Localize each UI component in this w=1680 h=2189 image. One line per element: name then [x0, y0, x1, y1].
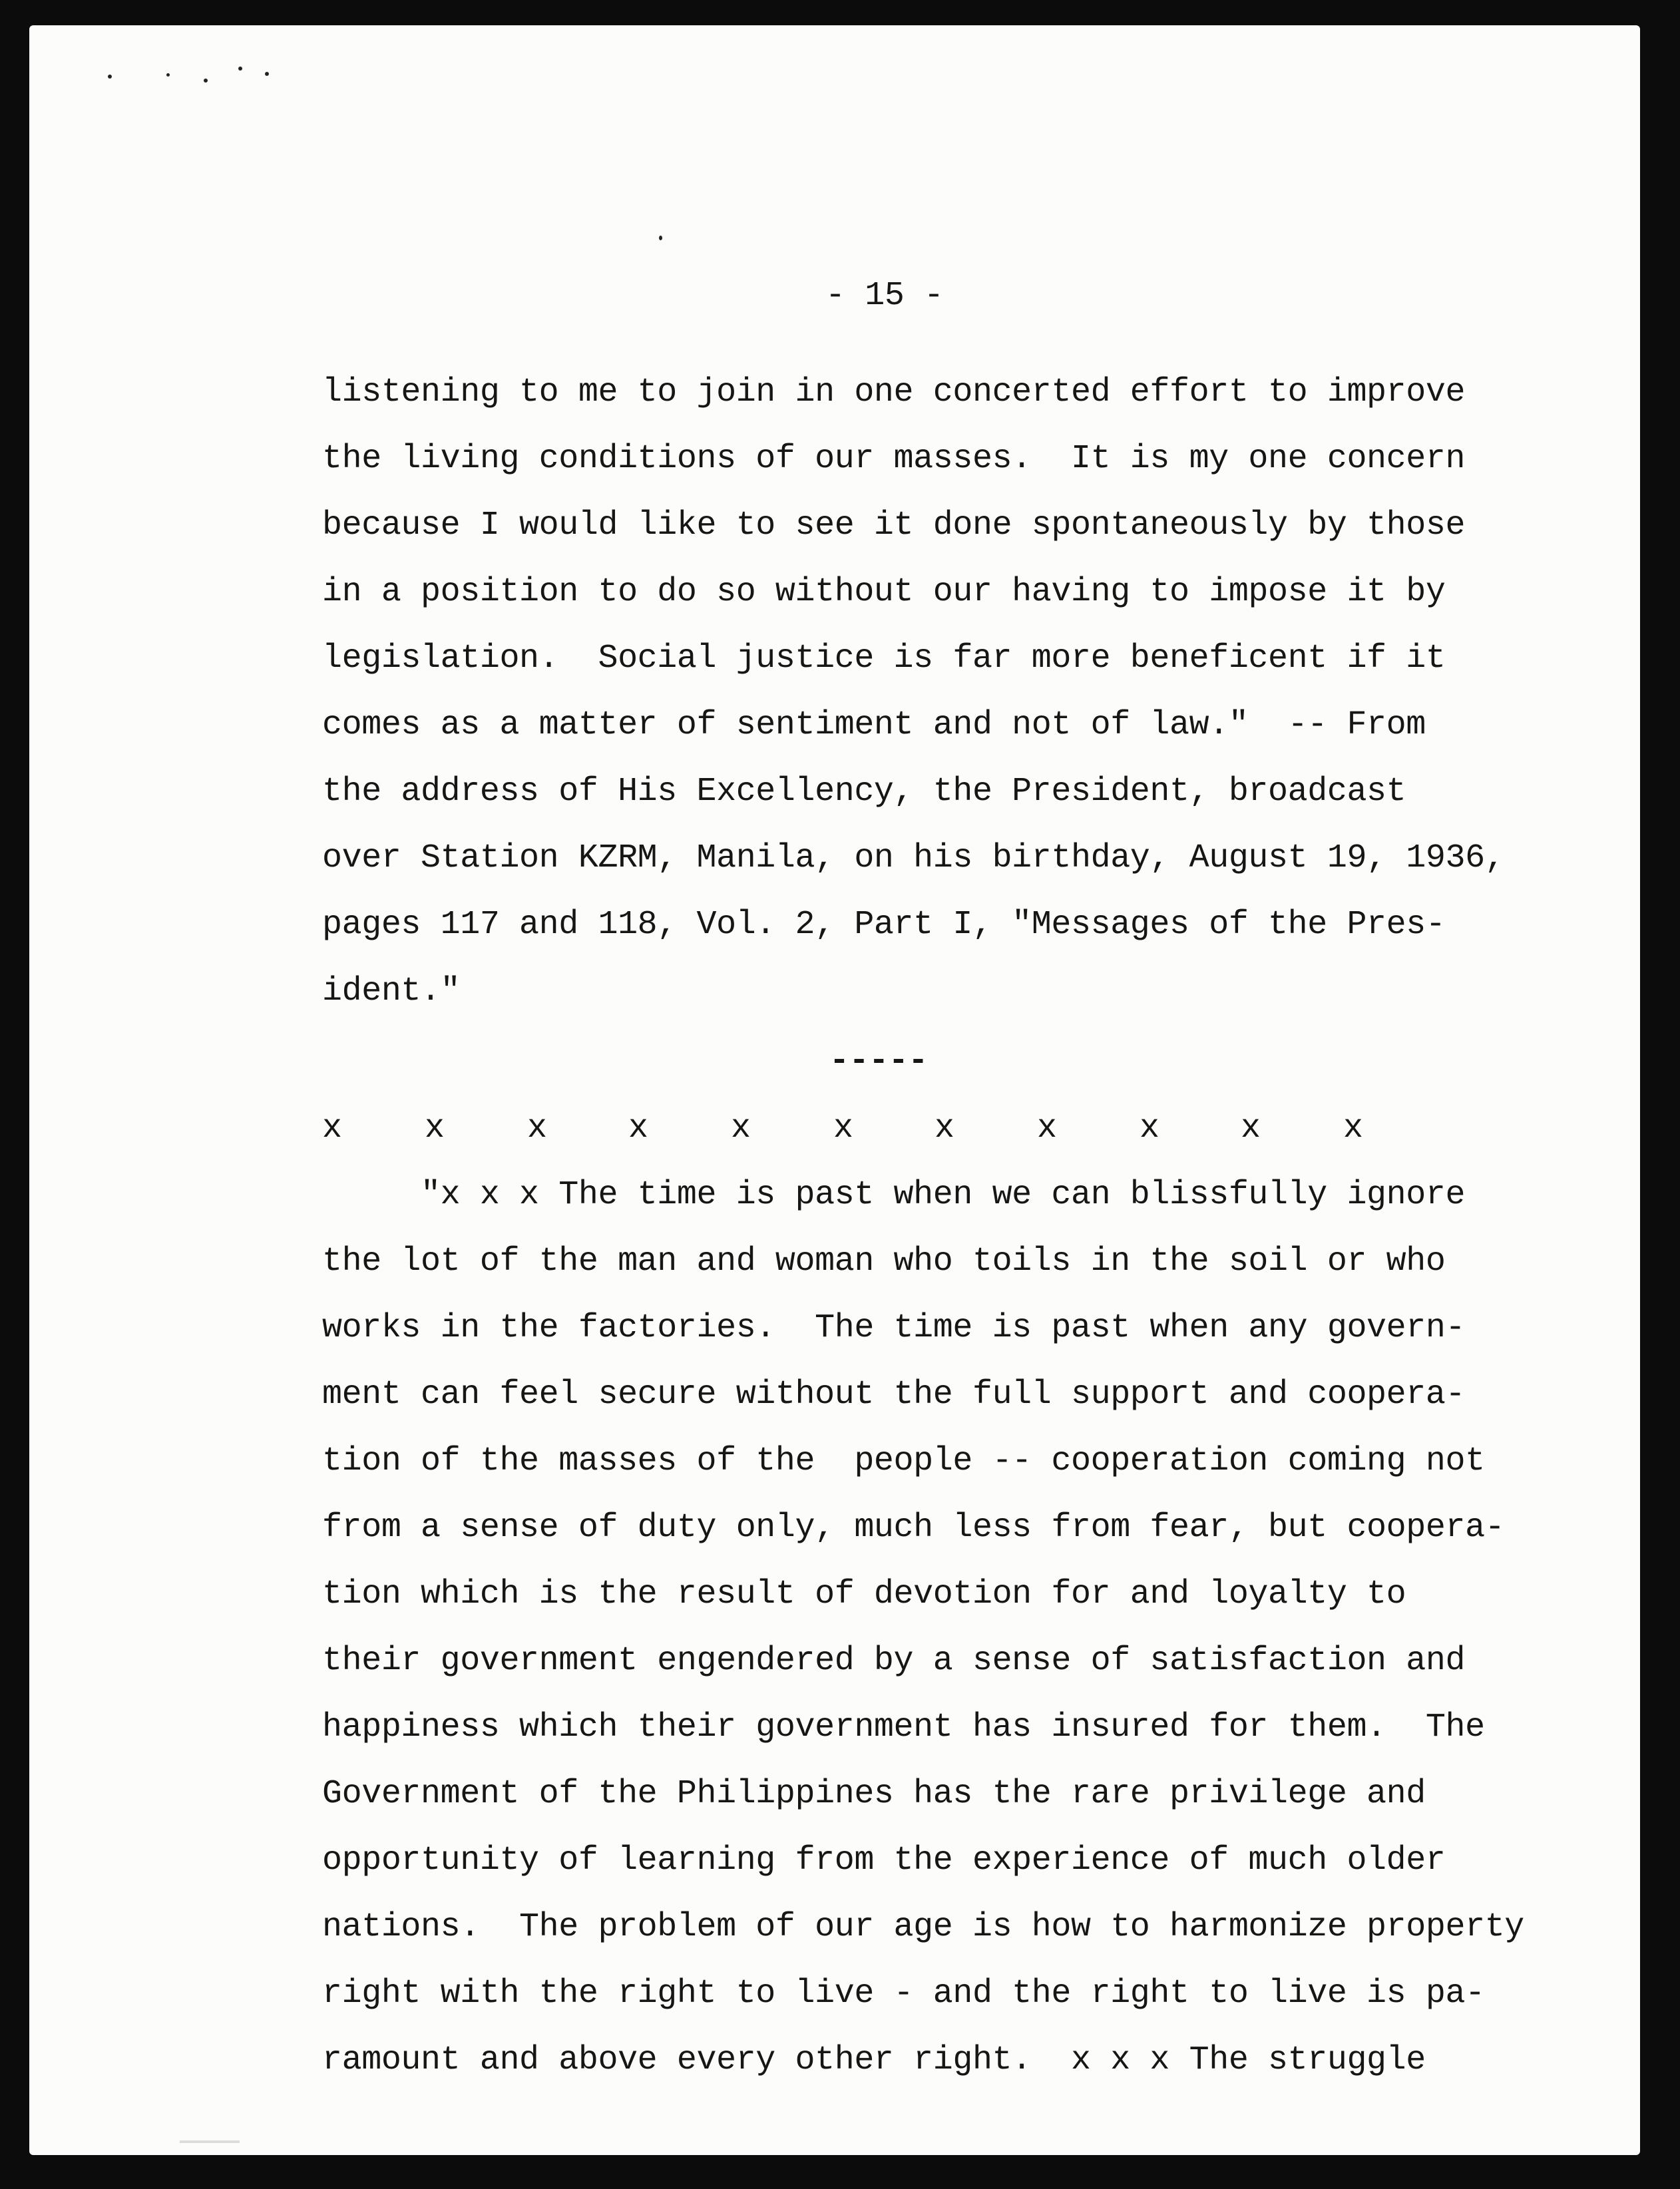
text-line: ramount and above every other right. x x x The struggle: [322, 2041, 1426, 2079]
ellipsis-x: x: [1343, 1109, 1364, 1147]
ellipsis-x: x: [425, 1109, 445, 1147]
scan-speck: [108, 75, 112, 79]
text-line: comes as a matter of sentiment and not of law." -- From: [322, 706, 1426, 744]
text-line: from a sense of duty only, much less from fear, but coopera-: [322, 1509, 1505, 1547]
text-line: their government engendered by a sense of satisfaction and: [322, 1642, 1466, 1680]
text-line: the lot of the man and woman who toils in the soil or who: [322, 1243, 1446, 1281]
text-line: tion which is the result of devotion for and loyalty to: [322, 1575, 1406, 1613]
text-line: happiness which their government has insured for them. The: [322, 1708, 1485, 1746]
scan-speck: [659, 236, 662, 240]
ellipsis-x: x: [322, 1109, 343, 1147]
text-line: ment can feel secure without the full support and coopera-: [322, 1376, 1466, 1414]
ellipsis-x: x: [1140, 1109, 1160, 1147]
text-line: nations. The problem of our age is how to harmonize property: [322, 1908, 1524, 1946]
text-line: the living conditions of our masses. It is my one concern: [322, 440, 1466, 478]
scan-speck: [238, 67, 242, 71]
ellipsis-row: [322, 1095, 1387, 1162]
text-line: listening to me to join in one concerted effort to improve: [322, 373, 1466, 411]
scan-speck: [204, 79, 208, 83]
ellipsis-x: x: [1241, 1109, 1261, 1147]
text-line: because I would like to see it done spontaneously by those: [322, 506, 1466, 544]
page-number: - 15 -: [825, 277, 944, 315]
scan-speck: [166, 73, 170, 77]
text-line: "x x x The time is past when we can blissfully ignore: [322, 1176, 1466, 1214]
edge-mark: [180, 2140, 240, 2143]
text-line: legislation. Social justice is far more beneficent if it: [322, 640, 1446, 678]
ellipsis-x: x: [731, 1109, 751, 1147]
text-line: Government of the Philippines has the rare privilege and: [322, 1775, 1426, 1813]
text-line: opportunity of learning from the experience of much older: [322, 1842, 1446, 1880]
ellipsis-x: x: [935, 1109, 955, 1147]
text-line: right with the right to live - and the right to live is pa-: [322, 1975, 1485, 2013]
ellipsis-x: x: [628, 1109, 649, 1147]
text-line: over Station KZRM, Manila, on his birthday, August 19, 1936,: [322, 839, 1505, 877]
text-line: pages 117 and 118, Vol. 2, Part I, "Messages of the Pres-: [322, 906, 1446, 944]
text-line: works in the factories. The time is past when any govern-: [322, 1309, 1466, 1347]
text-line: tion of the masses of the people -- cooperation coming not: [322, 1442, 1485, 1480]
section-separator: -----: [829, 1042, 929, 1080]
scan-speck: [265, 72, 269, 76]
ellipsis-x: x: [1037, 1109, 1058, 1147]
text-line: in a position to do so without our having to impose it by: [322, 573, 1446, 611]
text-line: ident.": [322, 972, 461, 1010]
text-line: the address of His Excellency, the President, broadcast: [322, 773, 1406, 811]
ellipsis-x: x: [527, 1109, 548, 1147]
ellipsis-x: x: [833, 1109, 854, 1147]
